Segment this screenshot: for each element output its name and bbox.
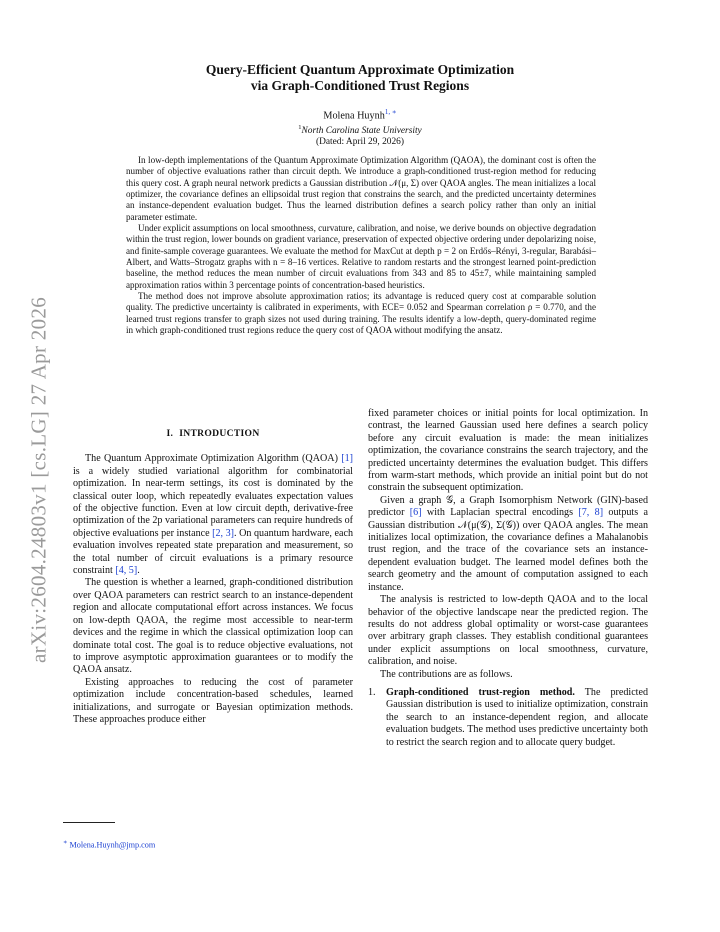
author-name: Molena Huynh — [323, 110, 385, 122]
body-paragraph: Given a graph 𝒢, a Graph Isomorphism Network (GIN)-based predictor [6] with Laplacian spectral encodings [7, 8] outputs a Gaussian distribution 𝒩(μ(𝒢), Σ(𝒢)) over QAOA angles. The mean initializes local optimization, the covariance defines a Mahalanobis trust region, and the trace of the covariance sets an instance-dependent evaluation budget. The learned model defines both the search geometry and the amount of computation assigned to each instance. — [368, 494, 648, 593]
contribution-item — [368, 687, 648, 749]
body-paragraph: Existing approaches to reducing the cost of parameter optimization include concentration-based schedules, learned initializations, and surrogate or Bayesian optimization methods. These approaches produce either — [73, 676, 353, 725]
abstract-paragraph: The method does not improve absolute approximation ratios; its advantage is reduced query cost at comparable solution quality. The predictive uncertainty is calibrated in experiments, with ECE= 0.052 and Spearman correlation ρ = 0.770, and the learned trust regions transfer to graph sizes not used during training. The results identify a low-depth, query-dominated regime in which graph-conditioned trust regions reduce the query cost of QAOA without modifying the ansatz. — [126, 291, 596, 336]
citation-link[interactable]: [7, 8] — [578, 507, 604, 519]
body-paragraph: The Quantum Approximate Optimization Algorithm (QAOA) [1] is a widely studied variational algorithm for combinatorial optimization. In near-term settings, its cost is dominated by the classical outer loop, which repeatedly evaluates expectation values of the objective function. Even at low circuit depth, derivative-free optimization of the 2p variational parameters can require hundreds of objective evaluations per instance [2, 3]. On quantum hardware, each evaluation involves repeated state preparation and measurement, so the total number of circuit evaluations is a primary resource constraint [4, 5]. — [73, 453, 353, 577]
affiliation-superscript: 1 — [298, 124, 302, 131]
arxiv-identifier: arXiv:2604.24803v1 [cs.LG] 27 Apr 2026 — [26, 296, 51, 664]
title-line: Query-Efficient Quantum Approximate Optimization — [205, 62, 515, 77]
author-email-link[interactable]: Molena.Huynh@jmp.com — [69, 840, 156, 850]
contribution-heading: Graph-conditioned trust-region method. — [386, 686, 575, 698]
citation-link[interactable]: [2, 3] — [212, 527, 235, 539]
contribution-text: The predicted Gaussian distribution is used to initialize optimization, constrain the search to an instance-dependent region, and allocate evaluation budgets. The method uses predictive uncertainty both to restrict the search region and to allocate query budget. — [386, 686, 649, 748]
section-title: INTRODUCTION — [179, 428, 260, 439]
contribution-body — [386, 687, 648, 749]
author-superscript: 1, ∗ — [384, 108, 397, 116]
citation-link[interactable]: [4, 5] — [115, 565, 138, 577]
body-paragraph: The contributions are as follows. — [380, 668, 513, 680]
footnote-rule — [63, 822, 115, 823]
affiliation — [140, 124, 580, 136]
affiliation-name: North Carolina State University — [301, 126, 422, 137]
paper-title — [140, 62, 580, 94]
author — [140, 108, 580, 121]
left-column — [73, 428, 353, 726]
body-paragraph: The analysis is restricted to low-depth QAOA and to the local behavior of the objective landscape near the predicted region. The results do not address global optimality or worst-case guarantees over arbitrary graph classes. They establish conditional guarantees under explicit assumptions on local smoothness, curvature, calibration, and noise. — [368, 594, 648, 668]
footnote — [63, 838, 155, 850]
footnote-mark: ∗ — [63, 839, 68, 846]
body-paragraph: fixed parameter choices or initial points for local optimization. In contrast, the learned Gaussian used here defines a search policy before any circuit evaluation is made: the mean initializes optimization, the covariance constrains the search trajectory, and the predicted uncertainty determines the evaluation budget. This differs from warm-start methods, which provide an initial point but do not constrain the subsequent optimization. — [368, 408, 648, 494]
body-paragraph: The question is whether a learned, graph-conditioned distribution over QAOA parameters can restrict search to an instance-dependent region and allocate computational effort across instances. We focus on low-depth QAOA, the regime most accessible to near-term devices and the regime in which the classical optimization loop can dominate total cost. The goal is to reduce objective evaluations, not to improve asymptotic approximation guarantees or to modify the QAOA ansatz. — [73, 577, 353, 676]
contribution-number: 1. — [368, 686, 376, 698]
right-column — [368, 408, 648, 749]
section-number: I. — [166, 428, 174, 439]
title-line: via Graph-Conditioned Trust Regions — [250, 78, 470, 93]
left-paragraphs — [73, 453, 353, 726]
abstract — [126, 155, 596, 337]
arxiv-stamp — [24, 280, 54, 680]
citation-link[interactable]: [1] — [341, 453, 353, 465]
right-paragraphs — [368, 408, 648, 681]
section-heading — [73, 428, 353, 440]
abstract-paragraph: Under explicit assumptions on local smoothness, curvature, calibration, and noise, we derive bounds on objective degradation within the trust region, lower bounds on gradient variance, preservation of expected objective ordering under depolarizing noise, and finite-sample coverage guarantees. We evaluate the method for MaxCut at depth p = 2 on Erdős–Rényi, 3-regular, Barabási–Albert, and Watts–Strogatz graphs with n = 8–16 vertices. Relative to random restarts and the strongest learned point-prediction baseline, the method reduces the mean number of circuit evaluations from 343 and 85 to 45±7, while maintaining sampled approximation ratios within 3 percentage points of concentration-based heuristics. — [126, 223, 596, 290]
date-line: (Dated: April 29, 2026) — [315, 137, 404, 147]
citation-link[interactable]: [6] — [409, 507, 422, 519]
abstract-paragraph: In low-depth implementations of the Quantum Approximate Optimization Algorithm (QAOA), the dominant cost is often the number of objective evaluations rather than circuit depth. We introduce a graph-conditioned trust-region method for reducing this query cost. A graph neural network predicts a Gaussian distribution 𝒩(μ, Σ) over QAOA angles. The mean initializes a local optimizer, the covariance defines an ellipsoidal trust region that constrains the search, and the predicted uncertainty determines an instance-dependent evaluation budget. Thus the learned distribution defines a search policy rather than only an initial parameter estimate. — [126, 155, 596, 222]
